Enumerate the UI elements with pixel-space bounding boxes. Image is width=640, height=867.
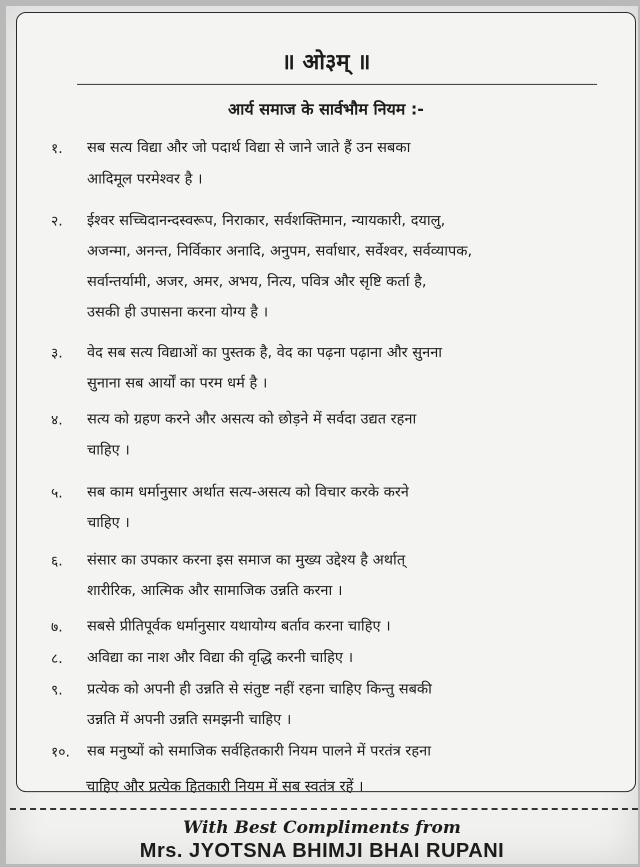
rule-number: ४. xyxy=(51,412,63,429)
rule-line: सब मनुष्यों को समाजिक सर्वहितकारी नियम पालने में परतंत्र रहना xyxy=(87,742,432,760)
dashed-separator xyxy=(10,808,638,810)
page xyxy=(6,6,638,864)
rule-line: वेद सब सत्य विद्याओं का पुस्तक है, वेद का पढ़ना पढ़ाना और सुनना xyxy=(87,343,443,361)
rule-line: अजन्मा, अनन्त, निर्विकार अनादि, अनुपम, सर्वाधार, सर्वेश्वर, सर्वव्यापक, xyxy=(87,242,473,260)
rule-number: ७. xyxy=(51,619,63,636)
page-title: ॥ ओ३म् ॥ xyxy=(281,50,371,76)
rule-number: १०. xyxy=(51,744,71,761)
rule-number: २. xyxy=(51,213,63,230)
rule-line: सर्वान्तर्यामी, अजर, अमर, अभय, नित्य, पवित्र और सृष्टि कर्ता है, xyxy=(87,273,427,290)
rule-line: उसकी ही उपासना करना योग्य है । xyxy=(87,303,269,321)
rule-line: चाहिए । xyxy=(87,441,130,459)
rule-line: चाहिए । xyxy=(87,514,130,532)
donor-name: Mrs. JYOTSNA BHIMJI BHAI RUPANI xyxy=(139,840,505,862)
title-divider xyxy=(77,84,597,85)
rule-line: सबसे प्रीतिपूर्वक धर्मानुसार यथायोग्य बर्ताव करना चाहिए । xyxy=(87,617,391,635)
rule-line: ईश्वर सच्चिदानन्दस्वरूप, निराकार, सर्वशक्तिमान, न्यायकारी, दयालु, xyxy=(87,211,446,229)
rule-line: चाहिए और प्रत्येक हितकारी नियम में सब स्वतंत्र रहें । xyxy=(86,778,364,795)
page-subtitle: आर्य समाज के सार्वभौम नियम :- xyxy=(228,99,424,119)
rule-line: शारीरिक, आत्मिक और सामाजिक उन्नति करना । xyxy=(87,582,343,600)
rule-line: सुनाना सब आर्यों का परम धर्म है । xyxy=(87,374,268,392)
rules-frame xyxy=(16,12,636,792)
rule-number: ५. xyxy=(51,485,63,502)
rule-line: अविद्या का नाश और विद्या की वृद्धि करनी चाहिए । xyxy=(87,649,354,667)
rule-number: ९. xyxy=(51,682,63,699)
rule-number: ८. xyxy=(51,651,63,668)
rule-line: सब काम धर्मानुसार अर्थात सत्य-असत्य को विचार करके करने xyxy=(87,483,409,501)
rule-line: उन्नति में अपनी उन्नति समझनी चाहिए । xyxy=(87,711,292,729)
rule-line: सब सत्य विद्या और जो पदार्थ विद्या से जाने जाते हैं उन सबका xyxy=(87,139,411,156)
rule-line: सत्य को ग्रहण करने और असत्य को छोड़ने में सर्वदा उद्यत रहना xyxy=(87,410,417,428)
rule-line: संसार का उपकार करना इस समाज का मुख्य उद्देश्य है अर्थात् xyxy=(87,551,406,569)
rule-line: आदिमूल परमेश्वर है । xyxy=(87,170,203,188)
rule-number: ६. xyxy=(51,553,63,570)
compliments-text: With Best Compliments from xyxy=(183,818,461,838)
rule-number: १. xyxy=(51,141,63,157)
rule-number: ३. xyxy=(51,345,63,362)
rule-line: प्रत्येक को अपनी ही उन्नति से संतुष्ट नहीं रहना चाहिए किन्तु सबकी xyxy=(87,680,432,698)
